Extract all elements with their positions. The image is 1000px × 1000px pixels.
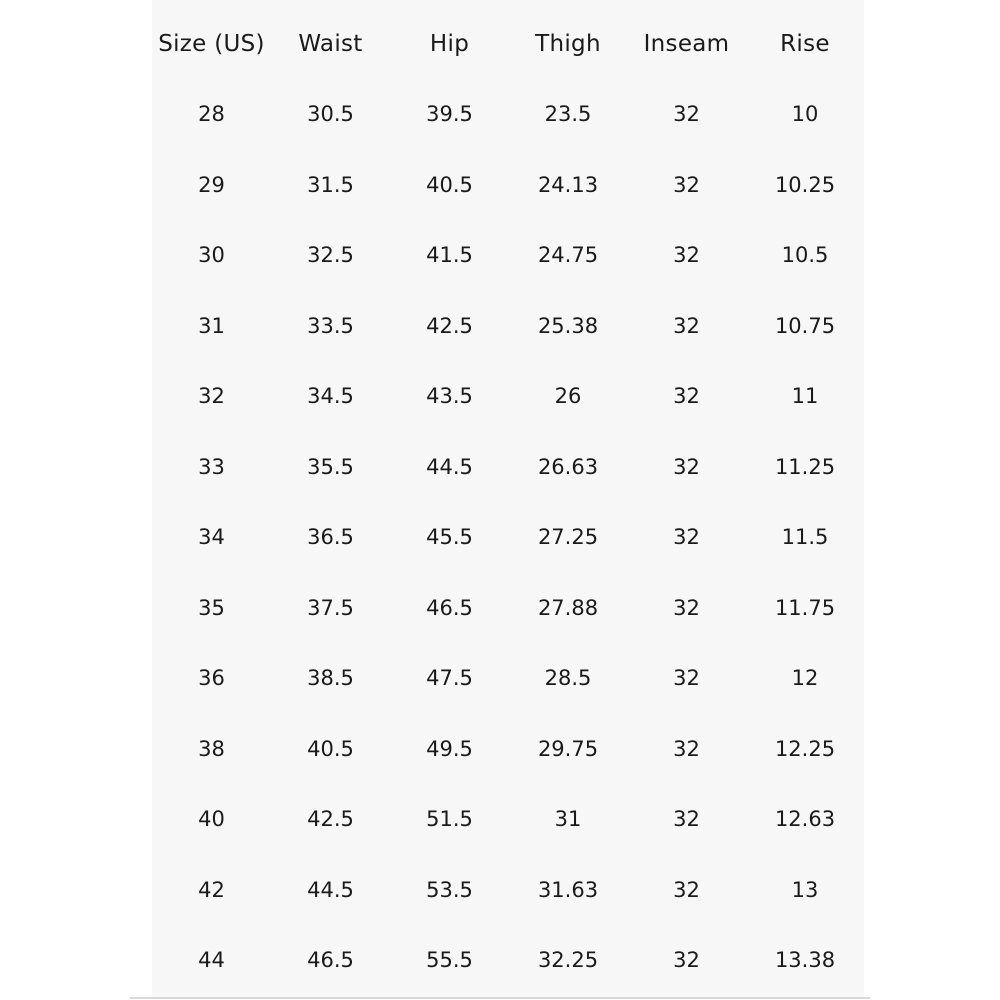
- cell-hip: 51.5: [426, 807, 473, 832]
- table-row: [152, 220, 864, 291]
- cell-waist: 31.5: [307, 172, 354, 197]
- cell-inseam: 32: [673, 525, 700, 550]
- cell-hip: 41.5: [426, 243, 473, 268]
- cell-waist: 34.5: [307, 384, 354, 409]
- cell-inseam: 32: [673, 102, 700, 127]
- cell-size: 29: [198, 172, 225, 197]
- header-hip: Hip: [429, 31, 470, 57]
- table-row: [152, 291, 864, 362]
- cell-inseam: 32: [673, 454, 700, 479]
- cell-inseam: 32: [673, 313, 700, 338]
- cell-thigh: 27.25: [537, 525, 599, 550]
- header-size: Size (US): [158, 31, 265, 57]
- cell-waist: 35.5: [307, 454, 354, 479]
- cell-size: 44: [198, 948, 225, 973]
- cell-waist: 42.5: [307, 807, 354, 832]
- cell-inseam: 32: [673, 877, 700, 902]
- cell-hip: 40.5: [426, 172, 473, 197]
- cell-hip: 55.5: [426, 948, 473, 973]
- cell-waist: 32.5: [307, 243, 354, 268]
- table-row: [152, 79, 864, 150]
- cell-size: 32: [198, 384, 225, 409]
- table-row: [152, 784, 864, 855]
- header-row: [152, 9, 864, 79]
- cell-thigh: 28.5: [544, 666, 592, 691]
- cell-waist: 37.5: [307, 595, 354, 620]
- cell-size: 33: [198, 454, 225, 479]
- cell-hip: 45.5: [426, 525, 473, 550]
- header-thigh: Thigh: [535, 31, 601, 57]
- cell-thigh: 32.25: [537, 948, 599, 973]
- cell-waist: 44.5: [307, 877, 354, 902]
- cell-size: 28: [198, 102, 225, 127]
- cell-rise: 12: [791, 666, 819, 691]
- cell-inseam: 32: [673, 595, 700, 620]
- cell-hip: 53.5: [426, 877, 473, 902]
- cell-size: 36: [198, 666, 225, 691]
- cell-hip: 39.5: [426, 102, 473, 127]
- cell-inseam: 32: [673, 948, 700, 973]
- table-row: [152, 643, 864, 714]
- cell-hip: 42.5: [426, 313, 473, 338]
- cell-inseam: 32: [673, 172, 700, 197]
- cell-hip: 49.5: [426, 736, 473, 761]
- header-inseam: Inseam: [643, 31, 730, 57]
- cell-size: 35: [198, 595, 225, 620]
- cell-rise: 13: [791, 877, 819, 902]
- cell-hip: 44.5: [426, 454, 473, 479]
- cell-thigh: 24.75: [537, 243, 599, 268]
- cell-thigh: 27.88: [537, 595, 599, 620]
- cell-inseam: 32: [673, 243, 700, 268]
- cell-rise: 11.5: [781, 525, 829, 550]
- table-row: [152, 150, 864, 221]
- cell-thigh: 26.63: [537, 454, 599, 479]
- cell-thigh: 29.75: [537, 736, 599, 761]
- table-row: [152, 573, 864, 644]
- cell-waist: 46.5: [307, 948, 354, 973]
- cell-thigh: 23.5: [544, 102, 592, 127]
- cell-waist: 38.5: [307, 666, 354, 691]
- bottom-divider: [130, 997, 870, 999]
- cell-size: 40: [198, 807, 225, 832]
- cell-waist: 33.5: [307, 313, 354, 338]
- cell-waist: 40.5: [307, 736, 354, 761]
- table-row: [152, 502, 864, 573]
- cell-rise: 12.63: [774, 807, 836, 832]
- cell-waist: 36.5: [307, 525, 354, 550]
- cell-thigh: 31.63: [537, 877, 599, 902]
- cell-inseam: 32: [673, 807, 700, 832]
- cell-rise: 12.25: [774, 736, 836, 761]
- table-row: [152, 361, 864, 432]
- table-row: [152, 925, 864, 996]
- table-row: [152, 855, 864, 926]
- cell-size: 31: [198, 313, 225, 338]
- cell-thigh: 24.13: [537, 172, 599, 197]
- cell-inseam: 32: [673, 384, 700, 409]
- cell-rise: 11: [791, 384, 819, 409]
- cell-hip: 47.5: [426, 666, 473, 691]
- cell-size: 34: [198, 525, 225, 550]
- cell-thigh: 31: [554, 807, 582, 832]
- cell-thigh: 25.38: [537, 313, 599, 338]
- cell-waist: 30.5: [307, 102, 354, 127]
- cell-rise: 11.25: [774, 454, 836, 479]
- cell-rise: 11.75: [774, 595, 836, 620]
- cell-inseam: 32: [673, 666, 700, 691]
- cell-size: 30: [198, 243, 225, 268]
- header-rise: Rise: [780, 31, 830, 57]
- size-chart-body: [152, 79, 864, 996]
- table-row: [152, 432, 864, 503]
- cell-thigh: 26: [554, 384, 582, 409]
- header-waist: Waist: [298, 31, 363, 57]
- cell-size: 38: [198, 736, 225, 761]
- cell-inseam: 32: [673, 736, 700, 761]
- cell-rise: 10: [791, 102, 819, 127]
- cell-rise: 10.5: [781, 243, 829, 268]
- table-row: [152, 714, 864, 785]
- cell-hip: 46.5: [426, 595, 473, 620]
- cell-rise: 10.75: [774, 313, 836, 338]
- cell-rise: 13.38: [774, 948, 836, 973]
- cell-hip: 43.5: [426, 384, 473, 409]
- size-chart-table: [152, 9, 864, 996]
- cell-rise: 10.25: [774, 172, 836, 197]
- cell-size: 42: [198, 877, 225, 902]
